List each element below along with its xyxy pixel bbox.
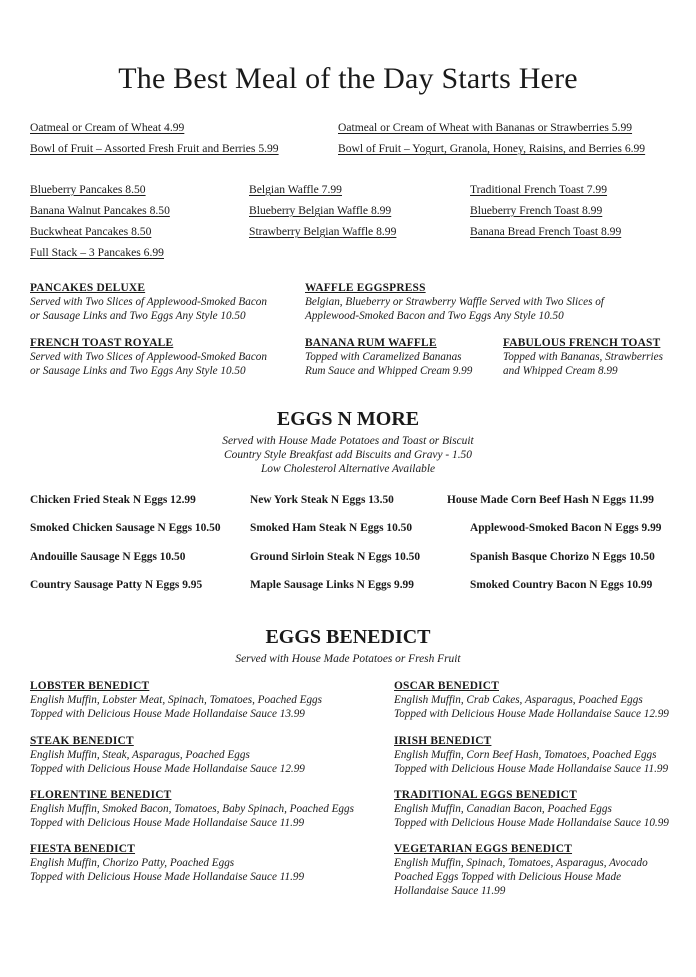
benedict-desc: English Muffin, Spinach, Tomatoes, Asparagus, Avocado Poached Eggs Topped with Delicious House Made Hollandaise Sauce 11.99 [394,857,648,898]
section-subtitle: Served with House Made Potatoes or Fresh Fruit [235,653,461,665]
benedict-name: FLORENTINE BENEDICT [30,789,172,801]
menu-item: Banana Bread French Toast 8.99 [470,225,622,238]
benedict-desc: English Muffin, Lobster Meat, Spinach, Tomatoes, Poached Eggs Topped with Delicious House Made Hollandaise Sauce 13.99 [30,694,322,721]
egg-item: Smoked Ham Steak N Eggs 10.50 [250,522,413,534]
benedict-desc: English Muffin, Smoked Bacon, Tomatoes, Baby Spinach, Poached Eggs Topped with Delicious House Made Hollandaise Sauce 11.99 [30,803,354,830]
egg-item: Applewood-Smoked Bacon N Eggs 9.99 [470,522,662,534]
special-name: FABULOUS FRENCH TOAST [503,337,661,349]
benedict-name: VEGETARIAN EGGS BENEDICT [394,843,573,855]
egg-item: Country Sausage Patty N Eggs 9.95 [30,579,203,591]
section-subtitle: Served with House Made Potatoes and Toast or Biscuit Country Style Breakfast add Biscuits and Gravy - 1.50 Low Cholesterol Alternative Available [222,435,474,475]
special-desc: Topped with Caramelized Bananas Rum Sauce and Whipped Cream 9.99 [305,351,473,378]
special-desc: Served with Two Slices of Applewood-Smoked Bacon or Sausage Links and Two Eggs Any Style 10.50 [30,296,267,323]
menu-item-bowl-of-fruit: Bowl of Fruit – Assorted Fresh Fruit and Berries 5.99 [30,142,279,155]
egg-item: Ground Sirloin Steak N Eggs 10.50 [250,551,421,563]
benedict-desc: English Muffin, Chorizo Patty, Poached Eggs Topped with Delicious House Made Hollandaise Sauce 11.99 [30,857,305,884]
menu-item: Blueberry Pancakes 8.50 [30,183,146,196]
section-title-eggs-n-more: EGGS N MORE [276,408,420,430]
egg-item: Smoked Country Bacon N Eggs 10.99 [470,579,653,591]
special-name: WAFFLE EGGSPRESS [305,282,426,294]
page-title: The Best Meal of the Day Starts Here [118,62,578,95]
menu-item: Blueberry French Toast 8.99 [470,204,603,217]
egg-item: New York Steak N Eggs 13.50 [250,494,394,506]
special-name: BANANA RUM WAFFLE [305,337,437,349]
benedict-name: IRISH BENEDICT [394,735,492,747]
egg-item: House Made Corn Beef Hash N Eggs 11.99 [447,494,654,506]
egg-item: Maple Sausage Links N Eggs 9.99 [250,579,414,591]
egg-item: Chicken Fried Steak N Eggs 12.99 [30,494,196,506]
menu-item: Banana Walnut Pancakes 8.50 [30,204,170,217]
benedict-desc: English Muffin, Crab Cakes, Asparagus, Poached Eggs Topped with Delicious House Made Hollandaise Sauce 12.99 [394,694,669,721]
special-name: PANCAKES DELUXE [30,282,146,294]
menu-item-oatmeal: Oatmeal or Cream of Wheat 4.99 [30,121,185,134]
menu-item: Strawberry Belgian Waffle 8.99 [249,225,397,238]
benedict-name: FIESTA BENEDICT [30,843,136,855]
menu-item: Blueberry Belgian Waffle 8.99 [249,204,392,217]
menu-item: Belgian Waffle 7.99 [249,183,342,196]
special-desc: Topped with Bananas, Strawberries and Whipped Cream 8.99 [503,351,663,378]
benedict-name: OSCAR BENEDICT [394,680,500,692]
benedict-name: TRADITIONAL EGGS BENEDICT [394,789,577,801]
menu-item-bowl-of-fruit-yogurt: Bowl of Fruit – Yogurt, Granola, Honey, Raisins, and Berries 6.99 [338,142,646,155]
special-desc: Served with Two Slices of Applewood-Smoked Bacon or Sausage Links and Two Eggs Any Style 10.50 [30,351,267,378]
menu-item: Buckwheat Pancakes 8.50 [30,225,152,238]
benedict-desc: English Muffin, Steak, Asparagus, Poached Eggs Topped with Delicious House Made Hollandaise Sauce 12.99 [30,749,305,776]
menu-item-oatmeal-bananas: Oatmeal or Cream of Wheat with Bananas or Strawberries 5.99 [338,121,633,134]
egg-item: Smoked Chicken Sausage N Eggs 10.50 [30,522,221,534]
special-desc: Belgian, Blueberry or Strawberry Waffle Served with Two Slices of Applewood-Smoked Bacon and Two Eggs Any Style 10.50 [305,296,604,323]
benedict-desc: English Muffin, Corn Beef Hash, Tomatoes, Poached Eggs Topped with Delicious House Made Hollandaise Sauce 11.99 [394,749,669,776]
benedict-name: STEAK BENEDICT [30,735,134,747]
egg-item: Andouille Sausage N Eggs 10.50 [30,551,186,563]
menu-item: Traditional French Toast 7.99 [470,183,608,196]
section-title-eggs-benedict: EGGS BENEDICT [265,626,431,648]
benedict-desc: English Muffin, Canadian Bacon, Poached Eggs Topped with Delicious House Made Hollandaise Sauce 10.99 [394,803,669,830]
special-name: FRENCH TOAST ROYALE [30,337,174,349]
menu-item: Full Stack – 3 Pancakes 6.99 [30,246,164,259]
egg-item: Spanish Basque Chorizo N Eggs 10.50 [470,551,655,563]
benedict-name: LOBSTER BENEDICT [30,680,150,692]
